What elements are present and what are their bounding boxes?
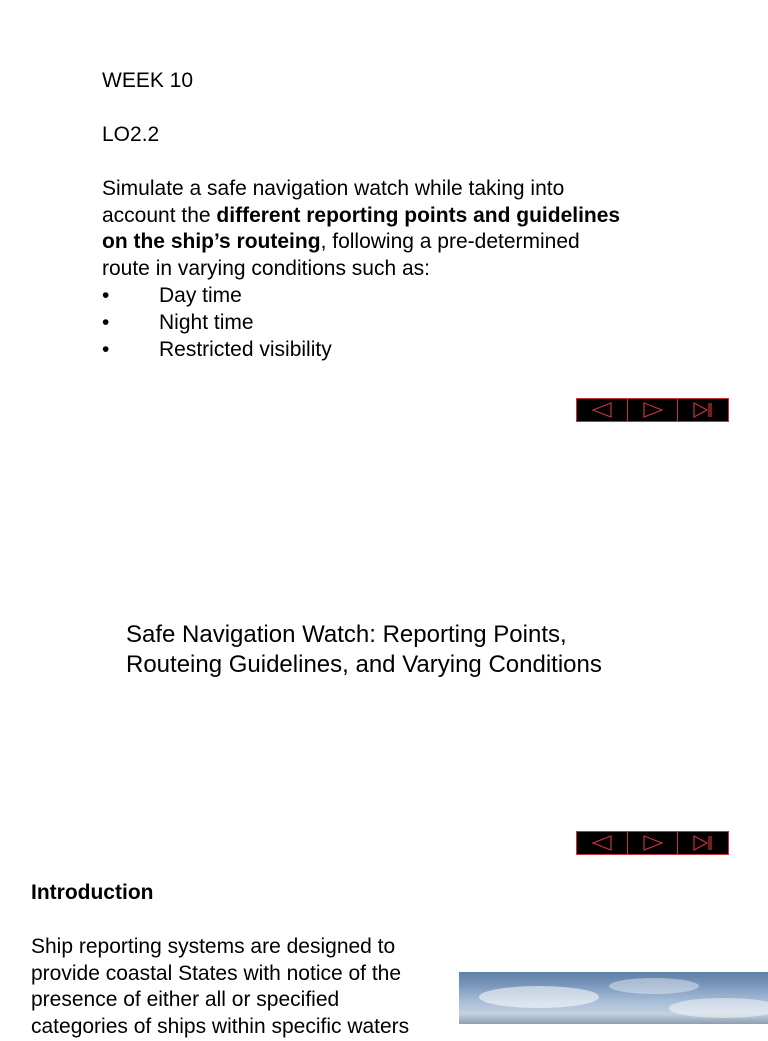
- next-slide-button[interactable]: [628, 399, 679, 421]
- slide-navigation: [576, 831, 729, 855]
- skip-to-end-icon: [692, 834, 714, 852]
- skip-to-end-icon: [692, 401, 714, 419]
- next-slide-button[interactable]: [628, 832, 679, 854]
- triangle-left-icon: [591, 401, 613, 419]
- previous-slide-button[interactable]: [577, 832, 628, 854]
- intro-line-4: categories of ships within specific waters: [31, 1015, 410, 1038]
- paragraph-line-2-bold: different reporting points and guidelines: [216, 204, 621, 227]
- triangle-right-icon: [642, 834, 664, 852]
- paragraph-line-3-plain: , following a pre-determined: [320, 230, 580, 253]
- paragraph-line-3-bold: on the ship’s routeing: [102, 230, 321, 253]
- bullet-icon: •: [102, 338, 110, 361]
- list-item-label: Night time: [159, 311, 254, 334]
- bullet-icon: •: [102, 284, 110, 307]
- section-heading: Introduction: [31, 881, 154, 904]
- intro-line-3: presence of either all or specified: [31, 988, 340, 1011]
- paragraph-line-2: [102, 203, 620, 230]
- last-slide-button[interactable]: [678, 832, 728, 854]
- previous-slide-button[interactable]: [577, 399, 628, 421]
- week-label: WEEK 10: [102, 69, 194, 92]
- paragraph-line-3: [102, 229, 580, 256]
- list-item-label: Day time: [159, 284, 242, 307]
- triangle-right-icon: [642, 401, 664, 419]
- slide-title-line-2: Routeing Guidelines, and Varying Conditions: [126, 651, 602, 678]
- intro-line-2: provide coastal States with notice of the: [31, 962, 402, 985]
- learning-outcome-label: LO2.2: [102, 123, 160, 146]
- slide-title-line-1: Safe Navigation Watch: Reporting Points,: [126, 621, 567, 648]
- bullet-icon: •: [102, 311, 110, 334]
- last-slide-button[interactable]: [678, 399, 728, 421]
- intro-line-1: Ship reporting systems are designed to: [31, 935, 396, 958]
- paragraph-line-2-plain: account the: [102, 204, 217, 227]
- triangle-left-icon: [591, 834, 613, 852]
- slide-navigation: [576, 398, 729, 422]
- sky-photo: [459, 972, 768, 1024]
- list-item-label: Restricted visibility: [159, 338, 332, 361]
- paragraph-line-1: Simulate a safe navigation watch while taking into: [102, 177, 565, 200]
- paragraph-line-4: route in varying conditions such as:: [102, 257, 431, 280]
